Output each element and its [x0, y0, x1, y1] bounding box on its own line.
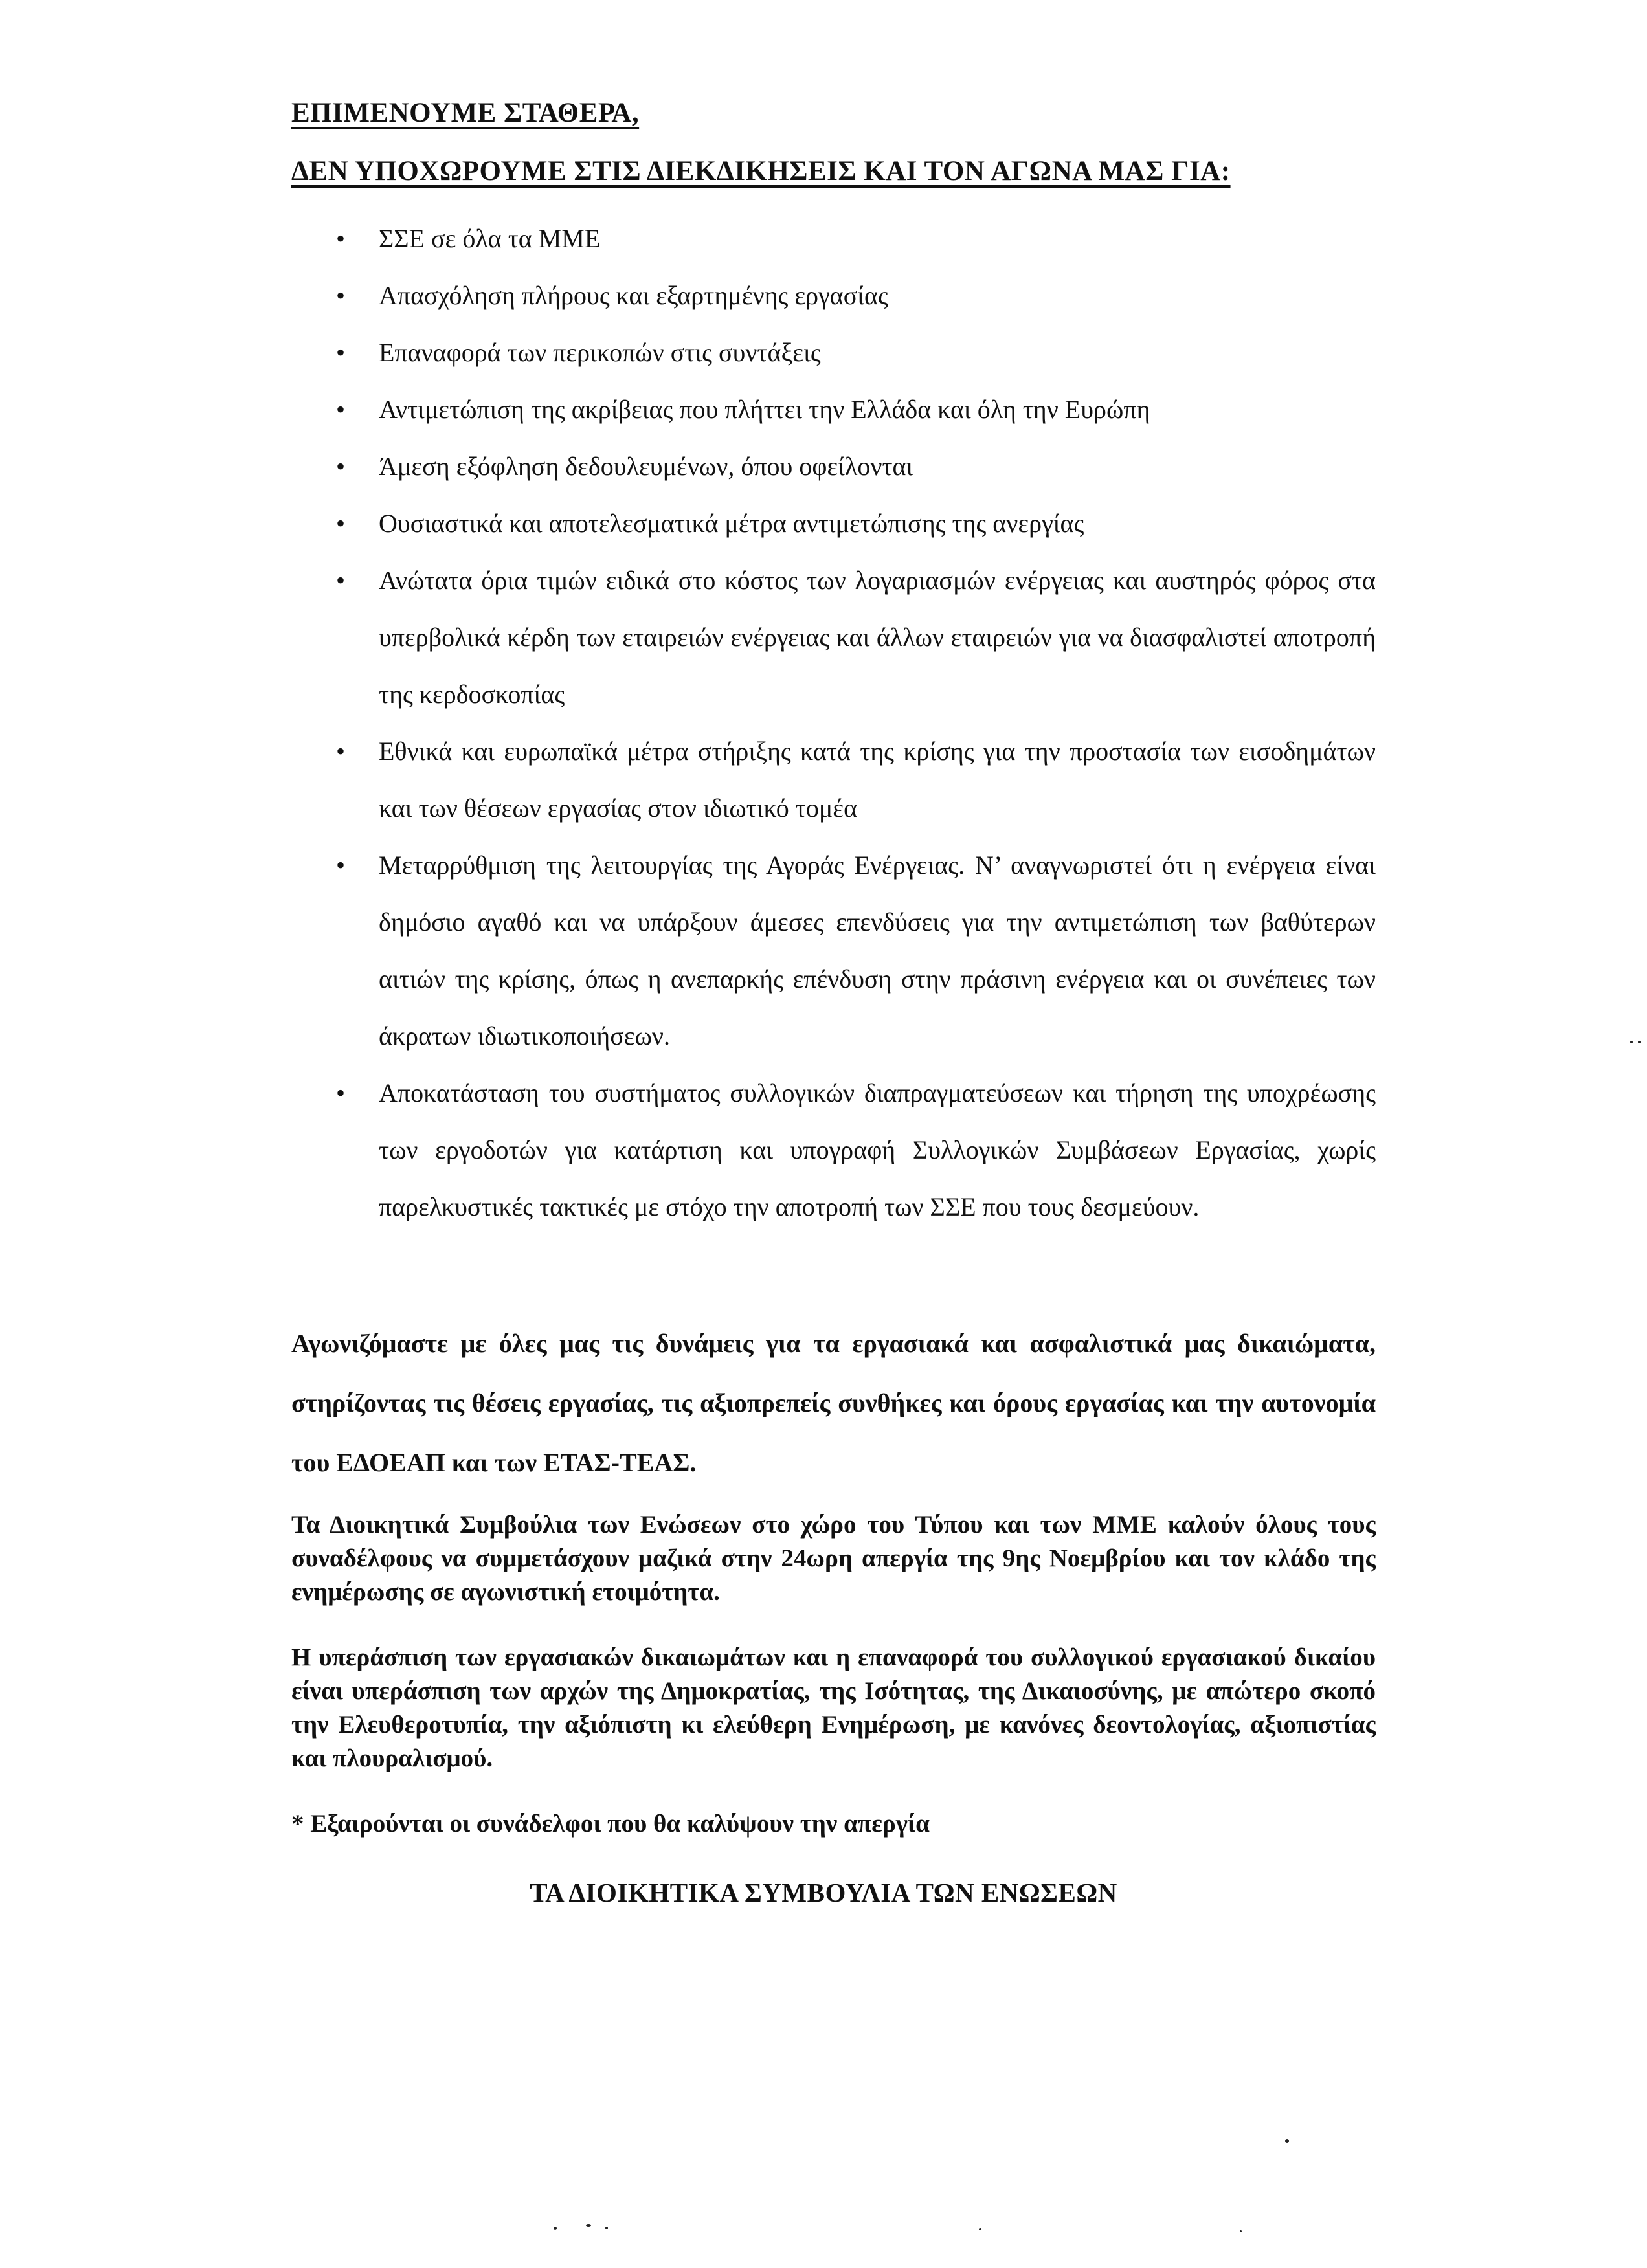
struggle-paragraph: Αγωνιζόμαστε με όλες μας τις δυνάμεις για τα εργασιακά και ασφαλιστικά μας δικαιώματα, στηρίζοντας τις θέσεις εργασίας, τις αξιοπρεπείς συνθήκες και όρους εργασίας και την αυτονομία του ΕΔΟΕΑΠ και των ΕΤΑΣ-ΤΕΑΣ.: [291, 1329, 1376, 1477]
scan-speck: [554, 2227, 557, 2230]
demands-list: [0, 210, 1376, 1236]
scan-speck: [586, 2224, 591, 2227]
heading-line-2: ΔΕΝ ΥΠΟΧΩΡΟΥΜΕ ΣΤΙΣ ΔΙΕΚΔΙΚΗΣΕΙΣ ΚΑΙ ΤΟΝ ΑΓΩΝΑ ΜΑΣ ΓΙΑ:: [291, 156, 1231, 186]
list-item: • Ουσιαστικά και αποτελεσματικά μέτρα αντιμετώπισης της ανεργίας: [379, 495, 1376, 552]
heading-line-1: ΕΠΙΜΕΝΟΥΜΕ ΣΤΑΘΕΡΑ,: [291, 98, 640, 128]
list-item: • Απασχόληση πλήρους και εξαρτημένης εργασίας: [379, 267, 1376, 324]
defense-paragraph: Η υπεράσπιση των εργασιακών δικαιωμάτων και η επαναφορά του συλλογικού εργασιακού δικαίου είναι υπεράσπιση των αρχών της Δημοκρατίας, της Ισότητας, της Δικαιοσύνης, με απώτερο σκοπό την Ελευθεροτυπία, την αξιόπιστη κι ελεύθερη Ενημέρωση, με κανόνες δεοντολογίας, αξιοπιστίας και πλουραλισμού.: [291, 1643, 1376, 1772]
list-item: • ΣΣΕ σε όλα τα ΜΜΕ: [379, 210, 1376, 267]
scan-speck: [979, 2228, 981, 2230]
strike-call-paragraph: Τα Διοικητικά Συμβούλια των Ενώσεων στο χώρο του Τύπου και των ΜΜΕ καλούν όλους τους συναδέλφους να συμμετάσχουν μαζικά στην 24ωρη απεργία της 9ης Νοεμβρίου και τον κλάδο της ενημέρωσης σε αγωνιστική ετοιμότητα.: [291, 1511, 1376, 1606]
scan-speck: [1240, 2230, 1242, 2232]
exemption-note: * Εξαιρούνται οι συνάδελφοι που θα καλύψουν την απεργία: [291, 1810, 930, 1838]
list-item: • Επαναφορά των περικοπών στις συντάξεις: [379, 324, 1376, 381]
list-item: • Άμεση εξόφληση δεδουλευμένων, όπου οφείλονται: [379, 438, 1376, 495]
scan-speck: [605, 2227, 608, 2229]
list-item: • Αντιμετώπιση της ακρίβειας που πλήττει την Ελλάδα και όλη την Ευρώπη: [379, 381, 1376, 438]
scan-speck: [1285, 2139, 1289, 2143]
list-item: • Μεταρρύθμιση της λειτουργίας της Αγοράς Ενέργειας. Ν’ αναγνωριστεί ότι η ενέργεια είναι δημόσιο αγαθό και να υπάρξουν άμεσες επενδύσεις για την αντιμετώπιση των βαθύτερων αιτιών της κρίσης, όπως η ανεπαρκής επένδυση στην πράσινη ενέργεια και οι συνέπειες των άκρατων ιδιωτικοποιήσεων.: [379, 837, 1376, 1065]
signature: ΤΑ ΔΙΟΙΚΗΤΙΚΑ ΣΥΜΒΟΥΛΙΑ ΤΩΝ ΕΝΩΣΕΩΝ: [530, 1878, 1117, 1907]
list-item: • Ανώτατα όρια τιμών ειδικά στο κόστος των λογαριασμών ενέργειας και αυστηρός φόρος στα υπερβολικά κέρδη των εταιρειών ενέργειας και άλλων εταιρειών για να διασφαλιστεί αποτροπή της κερδοσκοπίας: [379, 552, 1376, 723]
list-item: • Εθνικά και ευρωπαϊκά μέτρα στήριξης κατά της κρίσης για την προστασία των εισοδημάτων και των θέσεων εργασίας στον ιδιωτικό τομέα: [379, 723, 1376, 837]
scan-speck: [1630, 1041, 1633, 1043]
list-item: • Αποκατάσταση του συστήματος συλλογικών διαπραγματεύσεων και τήρηση της υποχρέωσης των εργοδοτών για κατάρτιση και υπογραφή Συλλογικών Συμβάσεων Εργασίας, χωρίς παρελκυστικές τακτικές με στόχο την αποτροπή των ΣΣΕ που τους δεσμεύουν.: [379, 1065, 1376, 1236]
scan-speck: [1638, 1041, 1641, 1043]
